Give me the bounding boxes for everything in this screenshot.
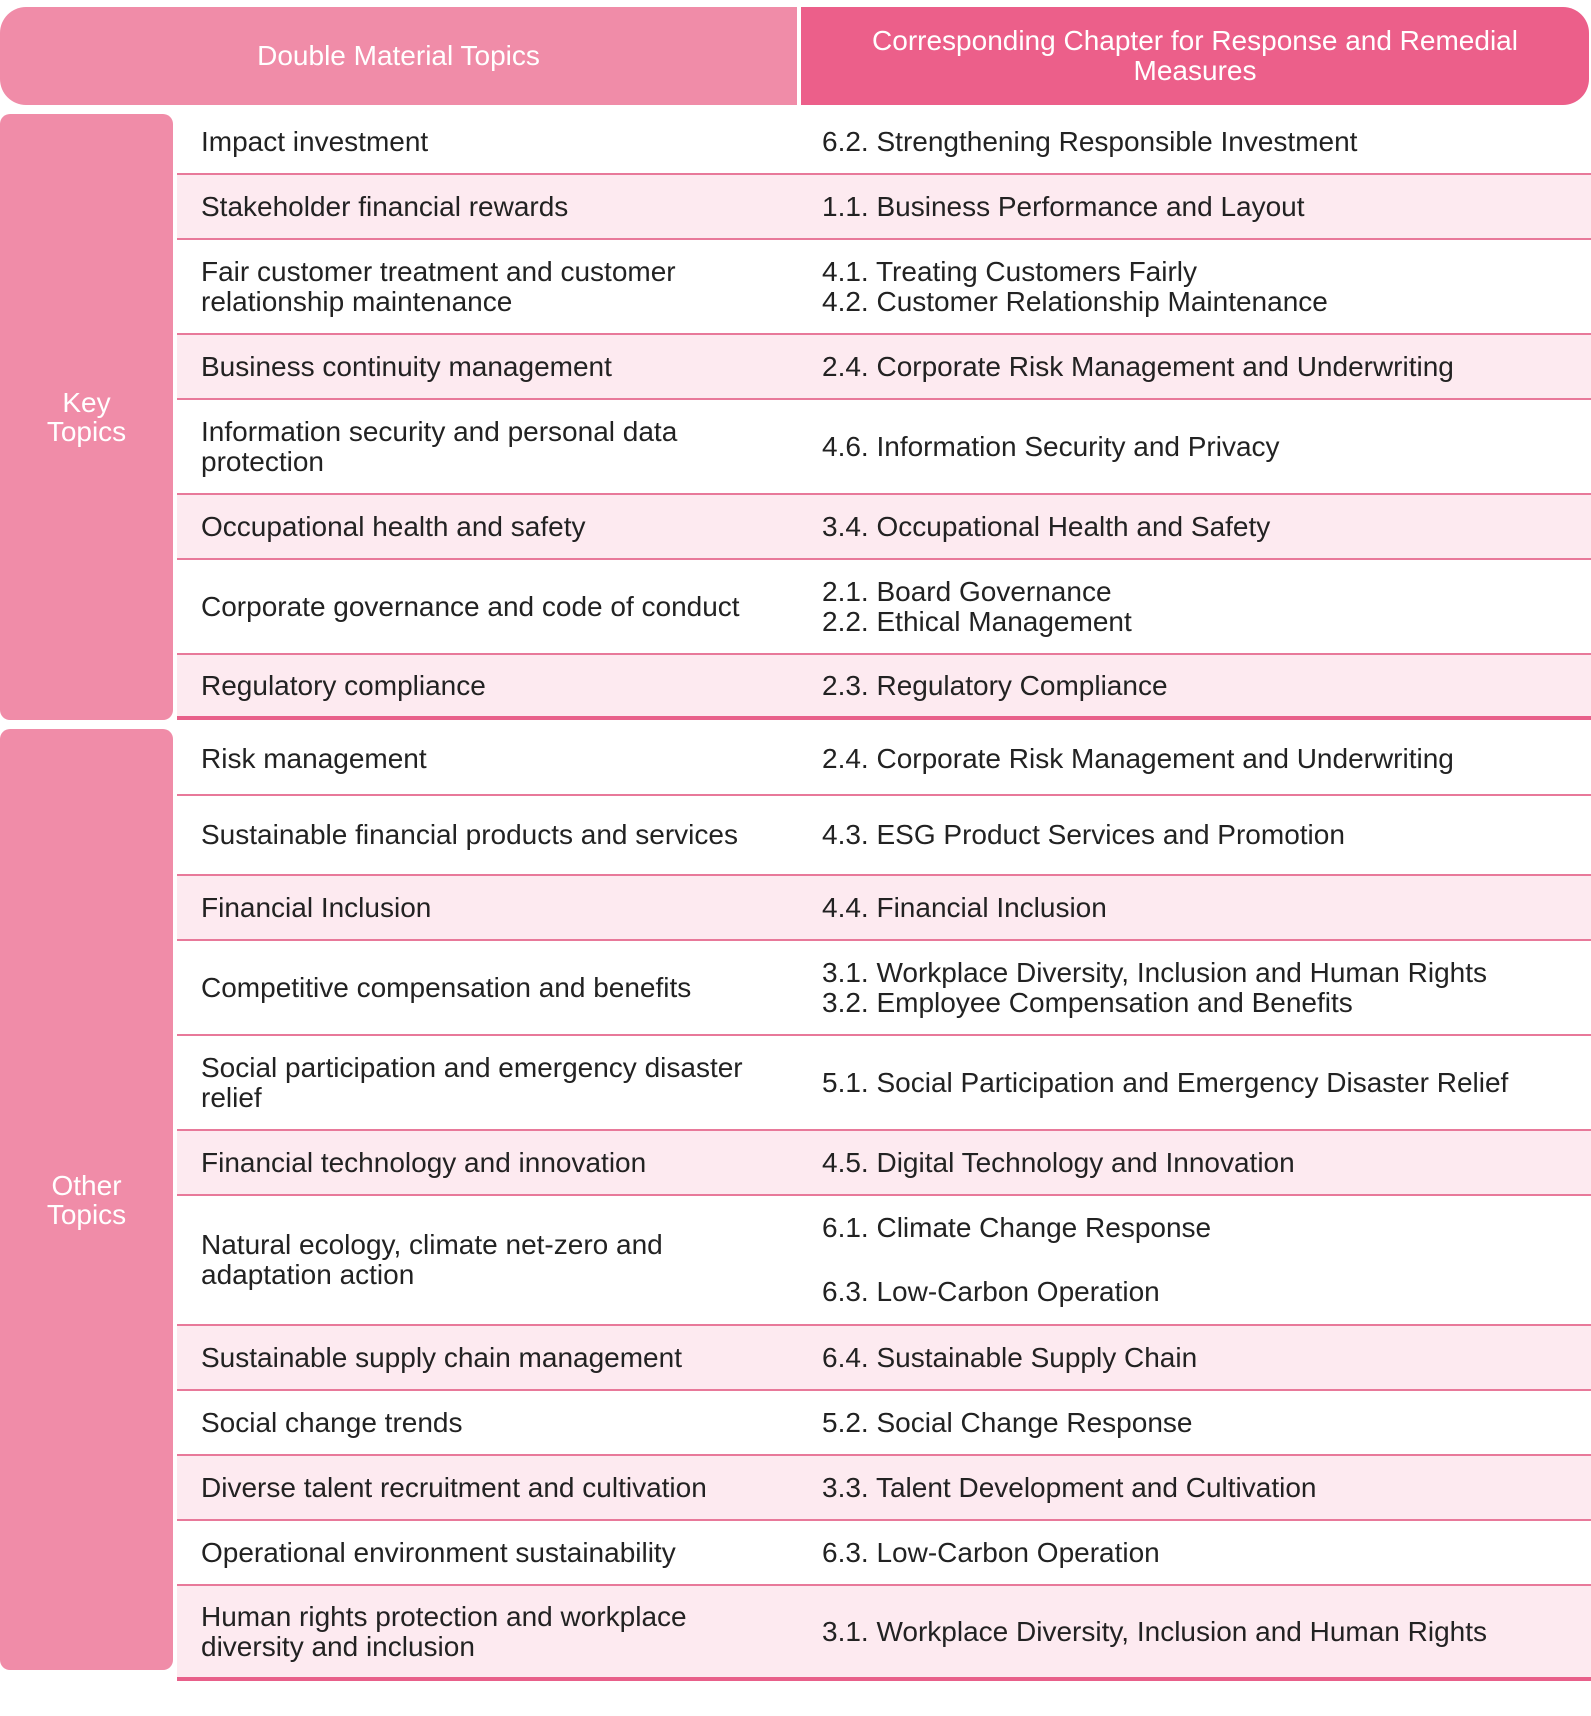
chapter-cell <box>800 1391 1591 1454</box>
chapter-cell <box>800 1196 1591 1324</box>
topic-text: Financial Inclusion <box>201 891 432 923</box>
topic-text: Stakeholder financial rewards <box>201 190 569 222</box>
topic-cell <box>177 495 800 558</box>
chapter-cell <box>800 1326 1591 1389</box>
chapter-text: 2.4. Corporate Risk Management and Underwriting <box>822 350 1454 382</box>
table-row <box>177 1131 1591 1196</box>
table-row <box>177 1586 1591 1681</box>
topic-text: Occupational health and safety <box>201 510 586 542</box>
chapter-text: 5.2. Social Change Response <box>822 1406 1193 1438</box>
chapter-text: 2.2. Ethical Management <box>822 605 1132 637</box>
topic-cell <box>177 941 800 1034</box>
table-row <box>177 941 1591 1036</box>
topic-cell <box>177 724 800 794</box>
chapter-cell <box>800 1586 1591 1677</box>
table-row <box>177 1196 1591 1326</box>
topic-text: Risk management <box>201 743 427 774</box>
topic-cell <box>177 1586 800 1677</box>
topic-text: Social participation and emergency disaster relief <box>201 1051 743 1113</box>
chapter-text: 6.4. Sustainable Supply Chain <box>822 1341 1198 1373</box>
table-row <box>177 400 1591 495</box>
chapter-text: 6.1. Climate Change Response <box>822 1212 1212 1243</box>
topic-text: Financial technology and innovation <box>201 1146 647 1178</box>
chapter-text: 3.1. Workplace Diversity, Inclusion and Human Rights <box>822 1615 1488 1647</box>
chapter-text: 2.4. Corporate Risk Management and Underwriting <box>822 743 1454 774</box>
topic-cell <box>177 796 800 874</box>
topic-cell <box>177 1036 800 1129</box>
table-row <box>177 724 1591 796</box>
topic-cell <box>177 1391 800 1454</box>
topic-text: Operational environment sustainability <box>201 1536 676 1568</box>
table-row <box>177 1036 1591 1131</box>
topic-text: Social change trends <box>201 1406 463 1438</box>
topic-text: Competitive compensation and benefits <box>201 971 692 1003</box>
chapter-cell <box>800 240 1591 333</box>
topic-cell <box>177 175 800 238</box>
topic-text: Corporate governance and code of conduct <box>201 590 740 622</box>
chapter-text: 3.1. Workplace Diversity, Inclusion and Human Rights <box>822 956 1488 988</box>
topic-text: Sustainable supply chain management <box>201 1341 682 1373</box>
chapter-text: 4.3. ESG Product Services and Promotion <box>822 819 1345 850</box>
chapter-cell <box>800 335 1591 398</box>
chapter-cell <box>800 400 1591 493</box>
topic-cell <box>177 1521 800 1584</box>
table-row <box>177 655 1591 720</box>
topic-cell <box>177 655 800 716</box>
chapter-cell <box>800 1131 1591 1194</box>
topic-cell <box>177 335 800 398</box>
chapter-cell <box>800 560 1591 653</box>
chapter-text: 3.2. Employee Compensation and Benefits <box>822 986 1353 1018</box>
chapter-cell <box>800 110 1591 173</box>
topic-cell <box>177 876 800 939</box>
topic-cell <box>177 240 800 333</box>
group-label-key-topics <box>0 114 173 720</box>
chapter-cell <box>800 495 1591 558</box>
table-row <box>177 560 1591 655</box>
chapter-cell <box>800 175 1591 238</box>
chapter-text: 4.4. Financial Inclusion <box>822 891 1107 923</box>
header-corresponding-chapter: Corresponding Chapter for Response and Remedial Measures <box>801 7 1589 105</box>
topic-cell <box>177 1131 800 1194</box>
table-row <box>177 876 1591 941</box>
chapter-text: 6.3. Low-Carbon Operation <box>822 1276 1160 1307</box>
chapter-cell <box>800 941 1591 1034</box>
chapter-text: 4.2. Customer Relationship Maintenance <box>822 285 1328 317</box>
chapter-cell <box>800 1521 1591 1584</box>
header-double-material-topics: Double Material Topics <box>0 7 797 105</box>
topic-cell <box>177 1196 800 1324</box>
chapter-text: 4.1. Treating Customers Fairly <box>822 255 1198 287</box>
chapter-text: 2.3. Regulatory Compliance <box>822 669 1168 701</box>
chapter-text: 2.1. Board Governance <box>822 575 1112 607</box>
topic-cell <box>177 110 800 173</box>
table-row <box>177 240 1591 335</box>
group-label-text: Key Topics <box>46 387 127 447</box>
chapter-cell <box>800 724 1591 794</box>
chapter-cell <box>800 796 1591 874</box>
chapter-text: 3.4. Occupational Health and Safety <box>822 510 1271 542</box>
table-row <box>177 796 1591 876</box>
topic-text: Business continuity management <box>201 350 612 382</box>
chapter-text: 4.5. Digital Technology and Innovation <box>822 1146 1295 1178</box>
topic-cell <box>177 1326 800 1389</box>
table-row <box>177 1521 1591 1586</box>
topic-text: Regulatory compliance <box>201 669 486 701</box>
topic-text: Human rights protection and workplace diversity and inclusion <box>201 1600 687 1662</box>
topic-text: Diverse talent recruitment and cultivation <box>201 1471 707 1503</box>
table-row <box>177 1456 1591 1521</box>
chapter-text: 3.3. Talent Development and Cultivation <box>822 1471 1317 1503</box>
table-row <box>177 110 1591 175</box>
table-row <box>177 175 1591 240</box>
group-label-text: Other Topics <box>46 1169 127 1230</box>
chapter-text: 6.2. Strengthening Responsible Investment <box>822 125 1358 157</box>
topic-cell <box>177 400 800 493</box>
topic-text: Information security and personal data protection <box>201 415 678 477</box>
table-row <box>177 495 1591 560</box>
topic-text: Sustainable financial products and services <box>201 819 738 850</box>
topic-text: Impact investment <box>201 125 429 157</box>
chapter-cell <box>800 1036 1591 1129</box>
topic-cell <box>177 1456 800 1519</box>
table-row <box>177 335 1591 400</box>
group-label-other-topics <box>0 729 173 1670</box>
chapter-cell <box>800 876 1591 939</box>
topic-cell <box>177 560 800 653</box>
chapter-cell <box>800 655 1591 716</box>
chapter-text: 1.1. Business Performance and Layout <box>822 190 1305 222</box>
chapter-cell <box>800 1456 1591 1519</box>
topic-text: Natural ecology, climate net-zero and adaptation action <box>201 1229 663 1290</box>
chapter-text: 4.6. Information Security and Privacy <box>822 430 1280 462</box>
table-row <box>177 1391 1591 1456</box>
topic-text: Fair customer treatment and customer relationship maintenance <box>201 255 676 317</box>
chapter-text: 5.1. Social Participation and Emergency Disaster Relief <box>822 1066 1509 1098</box>
chapter-text: 6.3. Low-Carbon Operation <box>822 1536 1160 1568</box>
table-row <box>177 1326 1591 1391</box>
